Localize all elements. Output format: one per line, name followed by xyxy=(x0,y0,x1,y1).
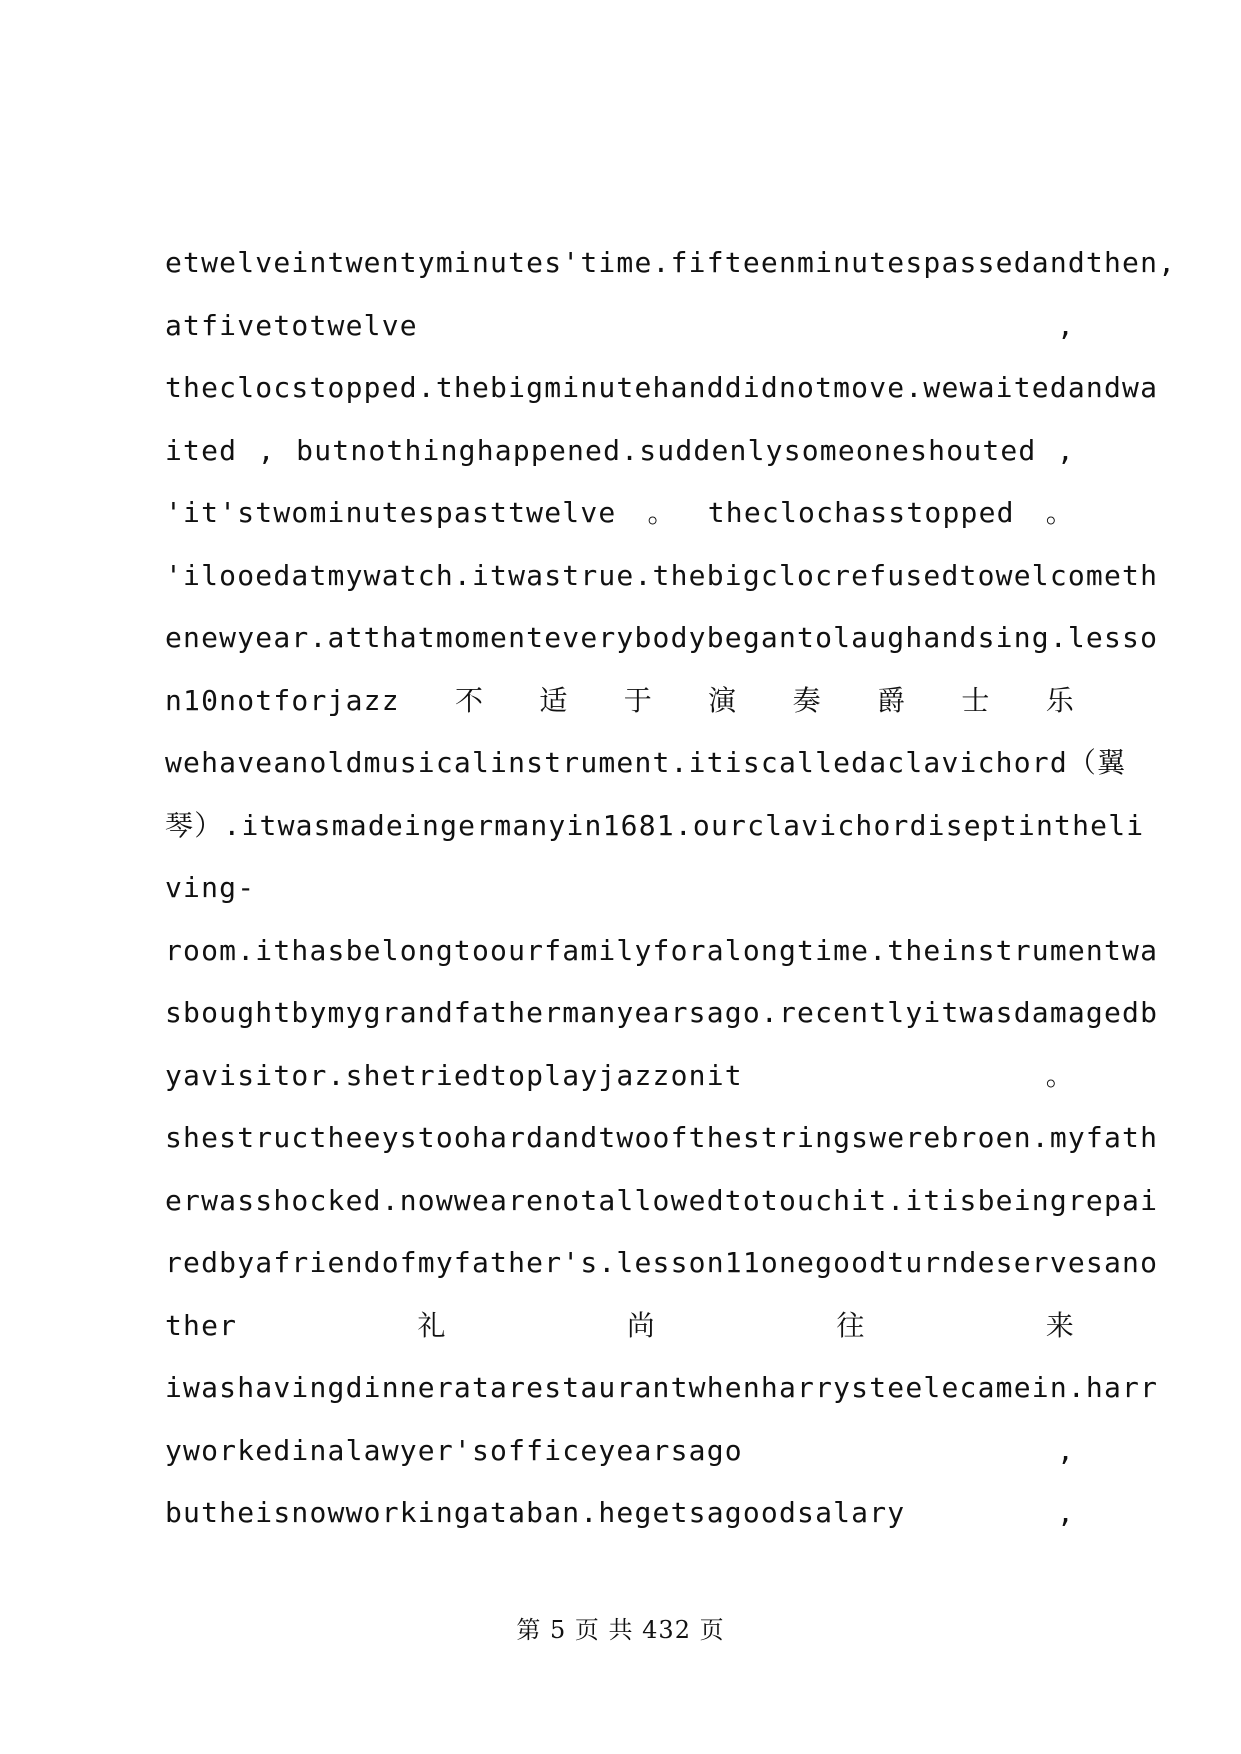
text-segment: 士 xyxy=(961,683,991,717)
text-segment: 奏 xyxy=(792,683,822,717)
text-segment: 。 xyxy=(1045,1058,1075,1092)
text-line xyxy=(165,1295,1075,1358)
text-line xyxy=(165,1357,1159,1420)
text-segment: 适 xyxy=(539,683,569,717)
text-segment: 乐 xyxy=(1045,683,1075,717)
text-segment: , xyxy=(257,433,276,467)
text-segment: butheisnowworkingataban.hegetsagoodsalary xyxy=(165,1496,906,1529)
text-segment: 礼 xyxy=(417,1308,447,1342)
text-segment: 。 xyxy=(1045,496,1075,529)
text-segment: , xyxy=(1056,433,1075,467)
text-line xyxy=(165,1232,1159,1295)
text-line xyxy=(165,1045,1075,1108)
text-line xyxy=(165,357,1159,420)
text-segment: ited xyxy=(165,433,238,467)
text-segment: iwashavingdinneratarestaurantwhenharrysteelecamein.harr xyxy=(165,1371,1159,1404)
text-segment: 往 xyxy=(836,1308,866,1342)
text-segment: 于 xyxy=(623,683,653,717)
text-segment: shestructheeystoohardandtwoofthestringswerebroen.myfath xyxy=(165,1121,1159,1154)
text-segment: , xyxy=(1056,1433,1075,1467)
text-segment: 翼 xyxy=(1097,746,1127,779)
text-line xyxy=(165,857,1075,920)
text-line xyxy=(165,732,1127,795)
text-segment: , xyxy=(1056,1496,1075,1529)
text-segment: 。 xyxy=(647,496,677,529)
text-segment: yavisitor.shetriedtoplayjazzonit xyxy=(165,1058,743,1092)
text-segment: ving- xyxy=(165,871,256,904)
document-body xyxy=(165,232,1177,1545)
text-segment: atfivetotwelve xyxy=(165,308,418,342)
text-segment: butnothinghappened.suddenlysomeoneshouted xyxy=(296,433,1037,467)
text-segment: sboughtbymygrandfathermanyearsago.recentlyitwasdamagedb xyxy=(165,996,1159,1029)
text-line xyxy=(165,295,1075,358)
text-segment: room.ithasbelongtoourfamilyforalongtime.theinstrumentwa xyxy=(165,933,1159,967)
text-line xyxy=(165,670,1075,733)
text-line xyxy=(165,607,1159,670)
text-line xyxy=(165,420,1075,483)
text-segment: 尚 xyxy=(626,1308,657,1342)
text-line xyxy=(165,232,1177,295)
text-line xyxy=(165,795,1145,858)
text-segment: 来 xyxy=(1045,1308,1075,1342)
text-segment: 'it'stwominutespasttwelve xyxy=(165,496,617,529)
text-line xyxy=(165,482,1075,545)
text-segment: （ xyxy=(1067,746,1098,779)
text-segment: erwasshocked.nowwearenotallowedtotouchit.itisbeingrepai xyxy=(165,1183,1159,1217)
text-segment: 不 xyxy=(454,683,485,717)
text-segment: wehaveanoldmusicalinstrument.itiscalledaclavichord xyxy=(165,746,1068,779)
text-segment: redbyafriendofmyfather's.lesson11onegoodturndeservesano xyxy=(165,1246,1159,1279)
text-line xyxy=(165,920,1159,983)
text-segment: etwelveintwentyminutes'time.fifteenminutespassedandthen, xyxy=(165,246,1177,279)
text-line xyxy=(165,1170,1159,1233)
text-segment: ther xyxy=(165,1308,238,1342)
text-segment: 琴）.itwasmadeingermanyin1681.ourclavichordiseptintheli xyxy=(165,808,1145,842)
text-segment: enewyear.atthatmomenteverybodybegantolaughandsing.lesso xyxy=(165,621,1159,654)
text-segment: , xyxy=(1056,308,1075,342)
text-segment: n10notforjazz xyxy=(165,683,400,717)
text-line xyxy=(165,1482,1075,1545)
page-footer: 第 5 页 共 432 页 xyxy=(516,1616,725,1644)
text-segment: theclocstopped.thebigminutehanddidnotmove.wewaitedandwa xyxy=(165,371,1159,404)
text-line xyxy=(165,982,1159,1045)
text-line xyxy=(165,545,1159,608)
text-segment: yworkedinalawyer'sofficeyearsago xyxy=(165,1433,743,1467)
text-segment: 演 xyxy=(708,683,738,717)
text-segment: 爵 xyxy=(876,683,907,717)
text-line xyxy=(165,1420,1075,1483)
text-segment: 'ilooedatmywatch.itwastrue.thebigclocrefusedtowelcometh xyxy=(165,558,1159,592)
text-segment: theclochasstopped xyxy=(707,496,1015,529)
text-line xyxy=(165,1107,1159,1170)
